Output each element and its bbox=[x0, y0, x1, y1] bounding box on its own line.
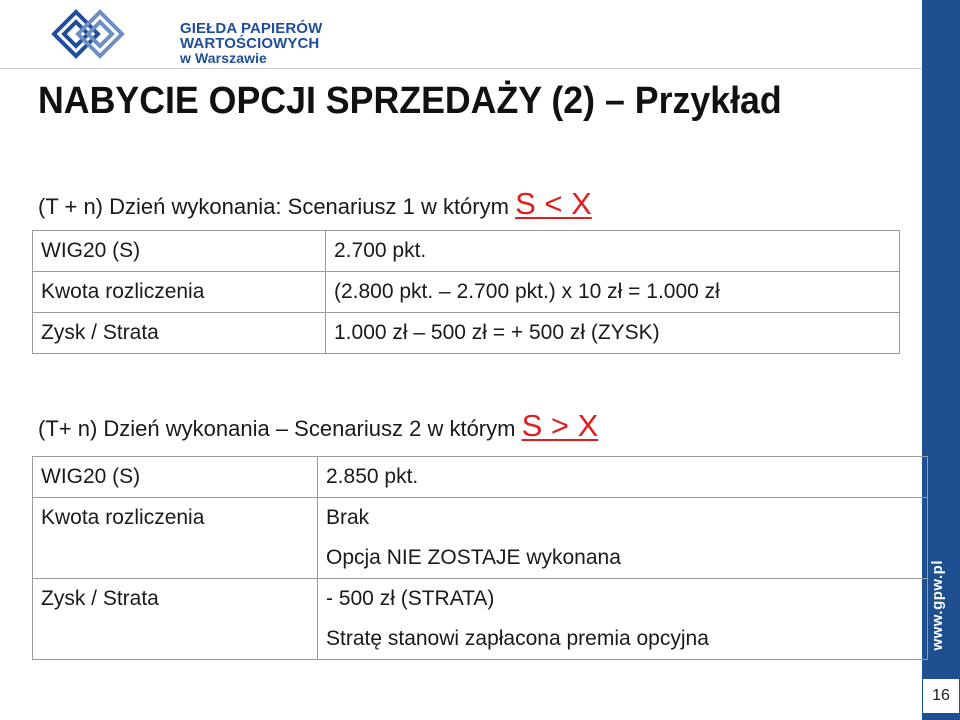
header-divider bbox=[0, 68, 922, 69]
row-value: Opcja NIE ZOSTAJE wykonana bbox=[326, 546, 621, 569]
row-value: (2.800 pkt. – 2.700 pkt.) x 10 zł = 1.000 zł bbox=[326, 272, 900, 313]
table-row bbox=[33, 498, 928, 579]
row-value: Brak bbox=[326, 506, 370, 529]
table-row bbox=[33, 272, 900, 313]
scenario-2-condition: S > X bbox=[521, 408, 599, 443]
table-row bbox=[33, 231, 900, 272]
row-value: 2.700 pkt. bbox=[326, 231, 900, 272]
scenario-1-heading bbox=[38, 186, 592, 222]
table-row bbox=[33, 313, 900, 354]
logo-line-3: w Warszawie bbox=[180, 50, 267, 66]
row-value: 1.000 zł – 500 zł = + 500 zł (ZYSK) bbox=[326, 313, 900, 354]
row-value: 2.850 pkt. bbox=[326, 465, 419, 488]
row-value: Stratę stanowi zapłacona premia opcyjna bbox=[326, 627, 709, 650]
scenario-2-heading-text: (T+ n) Dzień wykonania – Scenariusz 2 w którym bbox=[38, 416, 522, 441]
gpw-logo-icon bbox=[50, 8, 126, 60]
row-label: Zysk / Strata bbox=[41, 587, 159, 610]
logo-line-1: GIEŁDA PAPIERÓW bbox=[180, 20, 323, 37]
slide-title: NABYCIE OPCJI SPRZEDAŻY (2) – Przykład bbox=[38, 80, 782, 122]
page-number: 16 bbox=[922, 678, 960, 714]
row-label: WIG20 (S) bbox=[33, 231, 326, 272]
side-url: www.gpw.pl bbox=[929, 560, 946, 651]
scenario-1-table bbox=[32, 230, 900, 354]
row-label: Kwota rozliczenia bbox=[33, 272, 326, 313]
table-row bbox=[33, 579, 928, 660]
scenario-1-condition: S < X bbox=[515, 186, 592, 221]
scenario-1-heading-text: (T + n) Dzień wykonania: Scenariusz 1 w którym bbox=[38, 194, 516, 219]
table-row bbox=[33, 457, 928, 498]
logo-line-2: WARTOŚCIOWYCH bbox=[180, 35, 320, 52]
row-label: WIG20 (S) bbox=[41, 465, 141, 488]
scenario-2-heading bbox=[38, 408, 598, 444]
scenario-2-table bbox=[32, 456, 928, 660]
gpw-logo bbox=[50, 8, 323, 66]
row-label: Zysk / Strata bbox=[33, 313, 326, 354]
row-value: - 500 zł (STRATA) bbox=[326, 587, 495, 610]
logo-text bbox=[180, 21, 322, 66]
row-label: Kwota rozliczenia bbox=[41, 506, 205, 529]
